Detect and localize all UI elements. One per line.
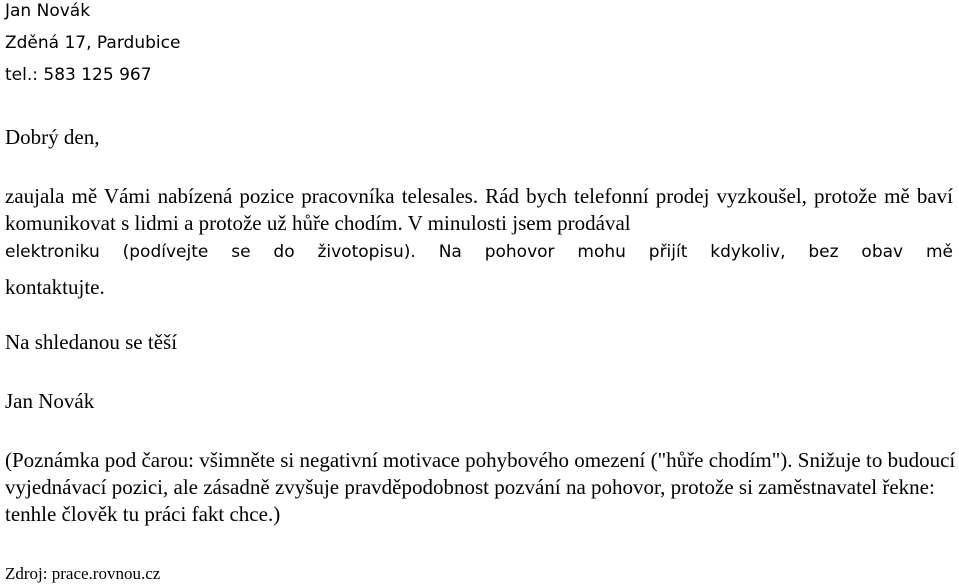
letter-body-paragraph-3: kontaktujte. — [5, 275, 105, 299]
sender-phone: tel.: 583 125 967 — [5, 65, 152, 85]
letter-body-paragraph-1: zaujala mě Vámi nabízená pozice pracovníka telesales. Rád bych telefonní prodej vyzkoušel, protože mě baví komunikovat s lidmi a protože už hůře chodím. V minulosti jsem prodával — [5, 184, 953, 235]
closing-phrase: Na shledanou se těší — [5, 330, 178, 354]
sender-name: Jan Novák — [5, 1, 91, 21]
letter-body-paragraph-2: elektroniku (podívejte se do životopisu). Na pohovor mohu přijít kdykoliv, bez obav mě — [5, 242, 953, 262]
greeting: Dobrý den, — [5, 125, 100, 149]
source-note: Zdroj: prace.rovnou.cz — [5, 564, 161, 583]
signature: Jan Novák — [5, 389, 95, 413]
sender-address: Zděná 17, Pardubice — [5, 33, 181, 53]
footnote: (Poznámka pod čarou: všimněte si negativní motivace pohybového omezení ("hůře chodím"). Snižuje to budoucí vyjednávací pozici, ale zásadně zvyšuje pravděpodobnost pozvání na pohovor, protože si zaměstnavatel řekne: tenhle člověk tu práci fakt chce.) — [5, 448, 956, 526]
